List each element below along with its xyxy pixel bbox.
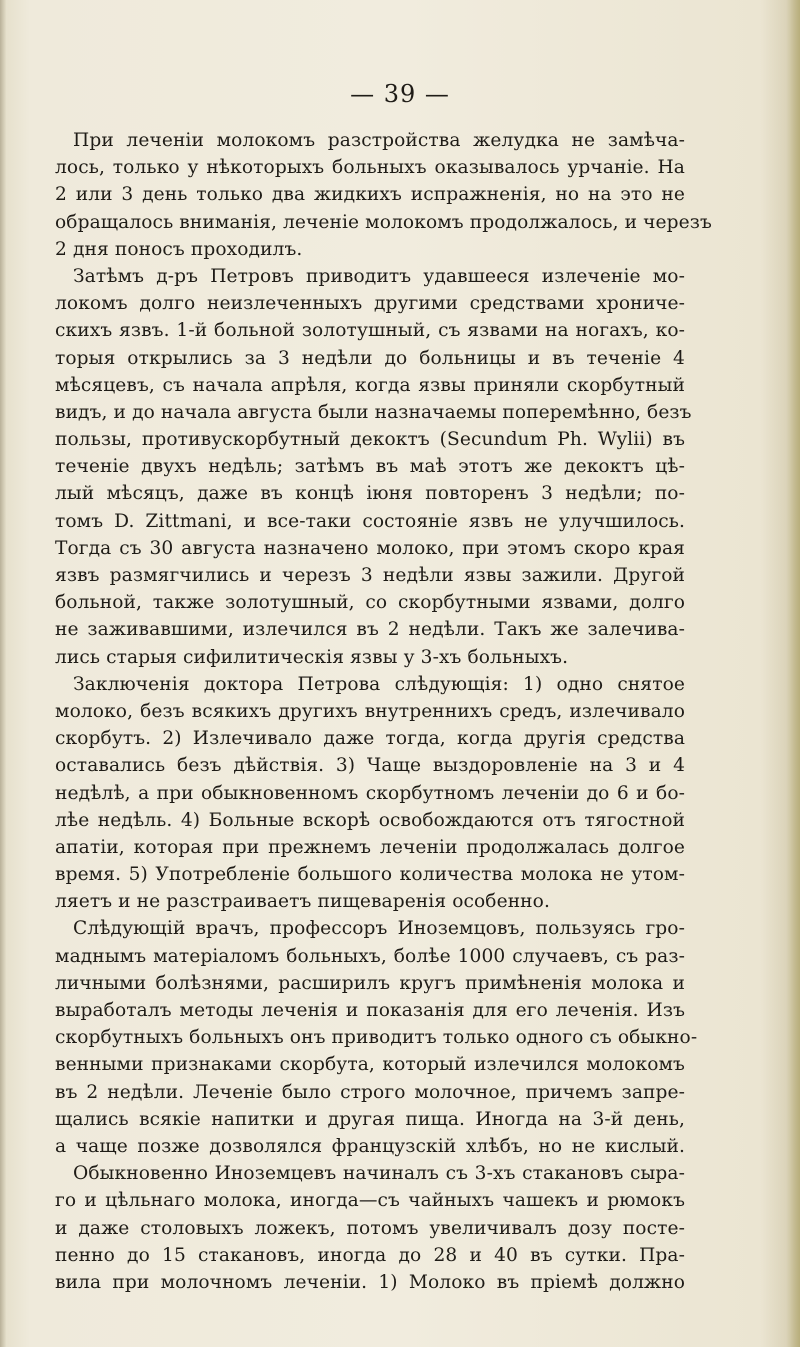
text-line: время. 5) Употребленіе большого количества молока не утом-: [55, 864, 685, 886]
text-line: венными признаками скорбута, который излечился молокомъ: [55, 1054, 685, 1076]
text-line: пенно до 15 стакановъ, иногда до 28 и 40 въ сутки. Пра-: [55, 1244, 685, 1266]
text-line: маднымъ матеріаломъ больныхъ, болѣе 1000 случаевъ, съ раз-: [55, 945, 685, 967]
text-line: локомъ долго неизлеченныхъ другими средствами хрониче-: [55, 293, 685, 315]
text-line: щались всякіе напитки и другая пища. Иногда на 3-й день,: [55, 1108, 685, 1130]
text-line: выработалъ методы леченія и показанія для его леченія. Изъ: [55, 1000, 685, 1021]
text-line: вила при молочномъ леченіи. 1) Молоко въ пріемѣ должно: [55, 1271, 685, 1293]
text-line: Затѣмъ д-ръ Петровъ приводитъ удавшееся излеченіе мо-: [73, 265, 685, 287]
text-line: скихъ язвъ. 1-й больной золотушный, съ язвами на ногахъ, ко-: [55, 320, 685, 342]
text-line: скорбутныхъ больныхъ онъ приводитъ только одного съ обыкно-: [55, 1027, 698, 1049]
text-line: обращалось вниманія, леченіе молокомъ продолжалось, и черезъ: [55, 211, 712, 233]
body-text: [55, 127, 712, 1296]
text-line: Слѣдующій врачъ, профессоръ Иноземцовъ, пользуясь гро-: [73, 918, 685, 940]
text-line: недѣлѣ, а при обыкновенномъ скорбутномъ леченіи до 6 и бо-: [55, 782, 685, 804]
text-line: и даже столовыхъ ложекъ, потомъ увеличивалъ дозу посте-: [55, 1217, 685, 1239]
text-line: Заключенія доктора Петрова слѣдующія: 1) одно снятое: [73, 673, 685, 695]
text-line: торыя открылись за 3 недѣли до больницы и въ теченіе 4: [55, 347, 685, 369]
text-line: больной, также золотушный, со скорбутными язвами, долго: [55, 592, 685, 614]
text-line: въ 2 недѣли. Леченіе было строго молочное, причемъ запре-: [55, 1081, 685, 1103]
text-line: а чаще позже дозволялся французскій хлѣбъ, но не кислый.: [55, 1135, 685, 1157]
text-line: язвъ размягчились и черезъ 3 недѣли язвы зажили. Другой: [55, 565, 685, 586]
text-line: скорбутъ. 2) Излечивало даже тогда, когда другія средства: [55, 728, 685, 750]
text-line: апатіи, которая при прежнемъ леченіи продолжалась долгое: [55, 836, 685, 858]
text-line: молоко, безъ всякихъ другихъ внутреннихъ средъ, излечивало: [55, 700, 685, 722]
text-line: пользы, противускорбутный декоктъ (Secundum Ph. Wylii) въ: [55, 429, 685, 451]
text-line: ляетъ и не разстраиваетъ пищеваренія особенно.: [55, 891, 550, 913]
text-line: го и цѣльнаго молока, иногда—съ чайныхъ чашекъ и рюмокъ: [55, 1190, 685, 1212]
page-number: — 39 —: [350, 80, 450, 108]
text-line: 2 дня поносъ проходилъ.: [55, 238, 303, 260]
text-line: Тогда съ 30 августа назначено молоко, при этомъ скоро края: [55, 537, 685, 559]
text-line: При леченіи молокомъ разстройства желудка не замѣча-: [73, 130, 685, 151]
text-line: лѣе недѣль. 4) Больные вскорѣ освобождаются отъ тягостной: [55, 809, 685, 831]
text-line: лось, только у нѣкоторыхъ больныхъ оказывалось урчаніе. На: [55, 157, 685, 179]
text-line: мѣсяцевъ, съ начала апрѣля, когда язвы приняли скорбутный: [55, 374, 685, 396]
text-line: лый мѣсяцъ, даже въ концѣ іюня повторенъ 3 недѣли; по-: [55, 483, 685, 505]
text-line: оставались безъ дѣйствія. 3) Чаще выздоровленіе на 3 и 4: [55, 755, 685, 777]
text-line: теченіе двухъ недѣль; затѣмъ въ маѣ этотъ же декоктъ цѣ-: [55, 456, 685, 478]
text-line: Обыкновенно Иноземцевъ начиналъ съ 3-хъ стакановъ сыра-: [73, 1163, 685, 1185]
text-line: личными болѣзнями, расширилъ кругъ примѣненія молока и: [55, 972, 685, 994]
text-line: не заживавшими, излечился въ 2 недѣли. Такъ же залечива-: [55, 619, 685, 641]
text-line: 2 или 3 день только два жидкихъ испражненія, но на это не: [55, 184, 685, 206]
text-line: томъ D. Zittmani, и все-таки состояніе язвъ не улучшилось.: [55, 510, 685, 532]
page-right-edge: [786, 0, 800, 1347]
text-line: лись старыя сифилитическія язвы у 3-хъ больныхъ.: [55, 646, 569, 668]
text-line: видъ, и до начала августа были назначаемы поперемѣнно, безъ: [55, 401, 692, 423]
page-left-edge: [0, 0, 6, 1347]
